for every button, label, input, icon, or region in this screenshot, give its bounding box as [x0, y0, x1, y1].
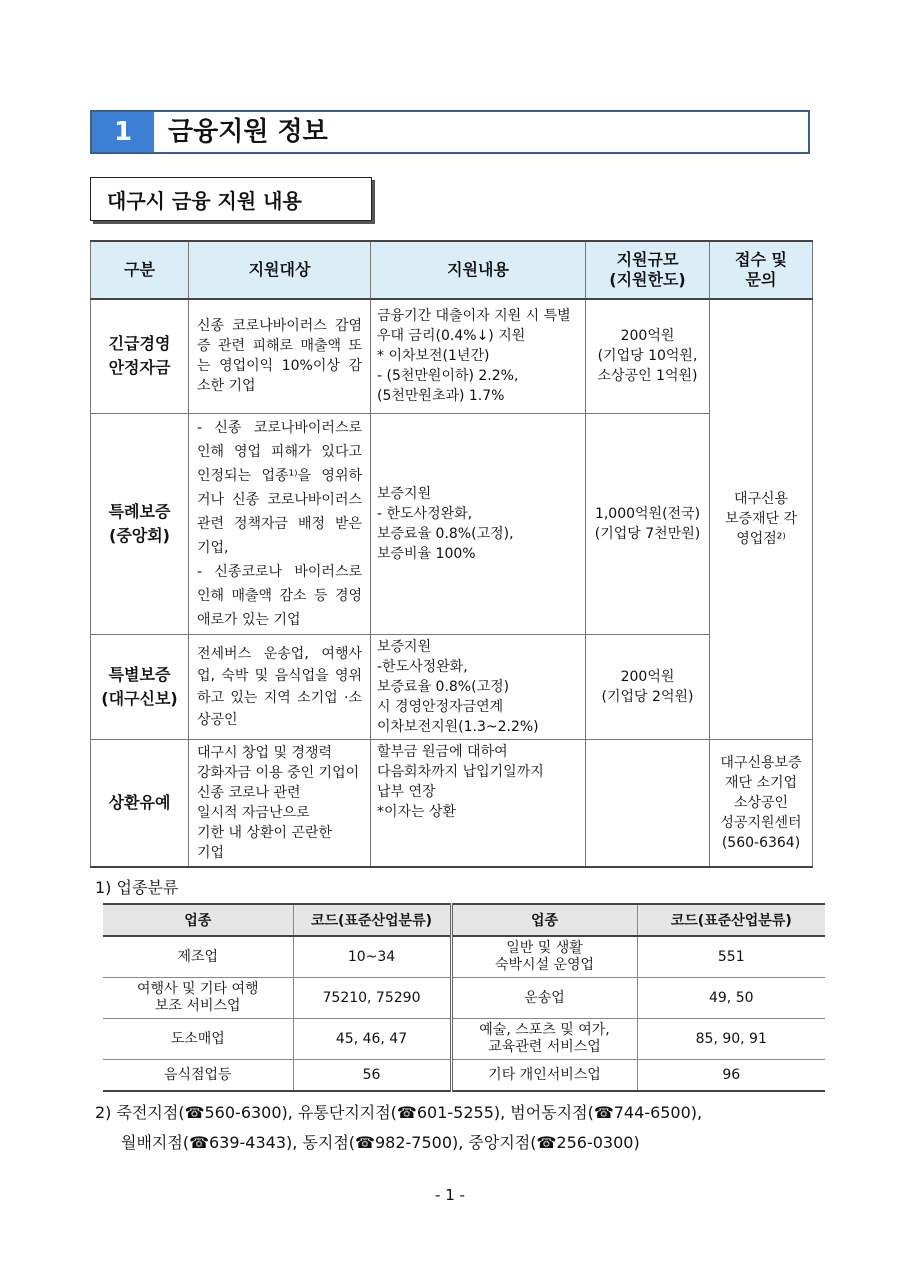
contact-branches: 대구신용 보증재단 각 영업점²⁾: [710, 299, 813, 739]
row-content: 보증지원 - 한도사정완화, 보증료율 0.8%(고정), 보증비율 100%: [371, 413, 586, 634]
code-header-code: 코드(표준산업분류): [637, 904, 825, 936]
header-category: 구분: [91, 241, 189, 299]
code-cell: 49, 50: [637, 978, 825, 1019]
header-content: 지원내용: [371, 241, 586, 299]
row-category: 긴급경영 안정자금: [91, 299, 189, 413]
row-category: 상환유예: [91, 739, 189, 867]
code-header-industry: 업종: [451, 904, 637, 936]
header-target: 지원대상: [189, 241, 371, 299]
table-header-row: [91, 241, 813, 299]
row-target: - 신종 코로나바이러스로 인해 영업 피해가 있다고 인정되는 업종¹⁾을 영위하거나 신종 코로나바이러스 관련 정책자금 배정 받은 기업, - 신종코로나 바이러스로 인해 매출액 감소 등 경영애로가 있는 기업: [189, 413, 371, 634]
row-scale: [586, 739, 710, 867]
section-header: [90, 110, 810, 154]
note-2-branches: [95, 1098, 702, 1158]
row-content: 금융기간 대출이자 지원 시 특별우대 금리(0.4%↓) 지원 * 이차보전(1년간) - (5천만원이하) 2.2%, (5천만원초과) 1.7%: [371, 299, 586, 413]
code-cell: 도소매업: [103, 1019, 293, 1060]
code-cell: 75210, 75290: [293, 978, 451, 1019]
code-cell: 일반 및 생활 숙박시설 운영업: [451, 936, 637, 978]
industry-code-table: [103, 903, 825, 1092]
row-target: 대구시 창업 및 경쟁력 강화자금 이용 중인 기업이 신종 코로나 관련 일시적 자금난으로 기한 내 상환이 곤란한 기업: [189, 739, 371, 867]
code-cell: 56: [293, 1060, 451, 1092]
note-1-title: 1) 업종분류: [95, 878, 179, 897]
code-cell: 여행사 및 기타 여행 보조 서비스업: [103, 978, 293, 1019]
code-cell: 음식점업등: [103, 1060, 293, 1092]
row-scale: 200억원 (기업당 2억원): [586, 634, 710, 739]
row-scale: 1,000억원(전국) (기업당 7천만원): [586, 413, 710, 634]
code-cell: 10~34: [293, 936, 451, 978]
code-cell: 운송업: [451, 978, 637, 1019]
code-cell: 기타 개인서비스업: [451, 1060, 637, 1092]
header-scale: 지원규모 (지원한도): [586, 241, 710, 299]
table-row: [91, 413, 813, 634]
row-scale: 200억원 (기업당 10억원, 소상공인 1억원): [586, 299, 710, 413]
code-cell: 45, 46, 47: [293, 1019, 451, 1060]
row-category: 특례보증 (중앙회): [91, 413, 189, 634]
row-content: 할부금 원금에 대하여 다음회차까지 납입기일까지 납부 연장 *이자는 상환: [371, 739, 586, 867]
header-contact: 접수 및 문의: [710, 241, 813, 299]
code-cell: 예술, 스포츠 및 여가, 교육관련 서비스업: [451, 1019, 637, 1060]
row-target: 전세버스 운송업, 여행사업, 숙박 및 음식업을 영위하고 있는 지역 소기업 ·소상공인: [189, 634, 371, 739]
table-row: [91, 739, 813, 867]
note-2-line: 월배지점(☎639-4343), 동지점(☎982-7500), 중앙지점(☎256-0300): [121, 1133, 640, 1152]
row-category: 특별보증 (대구신보): [91, 634, 189, 739]
table-row: [91, 634, 813, 739]
code-header-code: 코드(표준산업분류): [293, 904, 451, 936]
code-header-industry: 업종: [103, 904, 293, 936]
code-cell: 96: [637, 1060, 825, 1092]
code-cell: 85, 90, 91: [637, 1019, 825, 1060]
code-cell: 551: [637, 936, 825, 978]
page-number: - 1 -: [435, 1186, 465, 1204]
code-header-row: [103, 904, 825, 936]
code-row: [103, 1060, 825, 1092]
contact-center: 대구신용보증 재단 소기업 소상공인 성공지원센터 (560-6364): [710, 739, 813, 867]
row-content: 보증지원 -한도사정완화, 보증료율 0.8%(고정) 시 경영안정자금연계 이차보전지원(1.3~2.2%): [371, 634, 586, 739]
row-target: 신종 코로나바이러스 감염증 관련 피해로 매출액 또는 영업이익 10%이상 감소한 기업: [189, 299, 371, 413]
subsection-title: 대구시 금융 지원 내용: [90, 177, 372, 221]
code-row: [103, 1019, 825, 1060]
section-title: 금융지원 정보: [168, 117, 328, 147]
table-row: [91, 299, 813, 413]
code-cell: 제조업: [103, 936, 293, 978]
financial-support-table: [90, 240, 813, 868]
section-number: 1: [92, 112, 154, 152]
note-2-line: 2) 죽전지점(☎560-6300), 유통단지지점(☎601-5255), 범어동지점(☎744-6500),: [95, 1103, 703, 1122]
code-row: [103, 978, 825, 1019]
code-row: [103, 936, 825, 978]
